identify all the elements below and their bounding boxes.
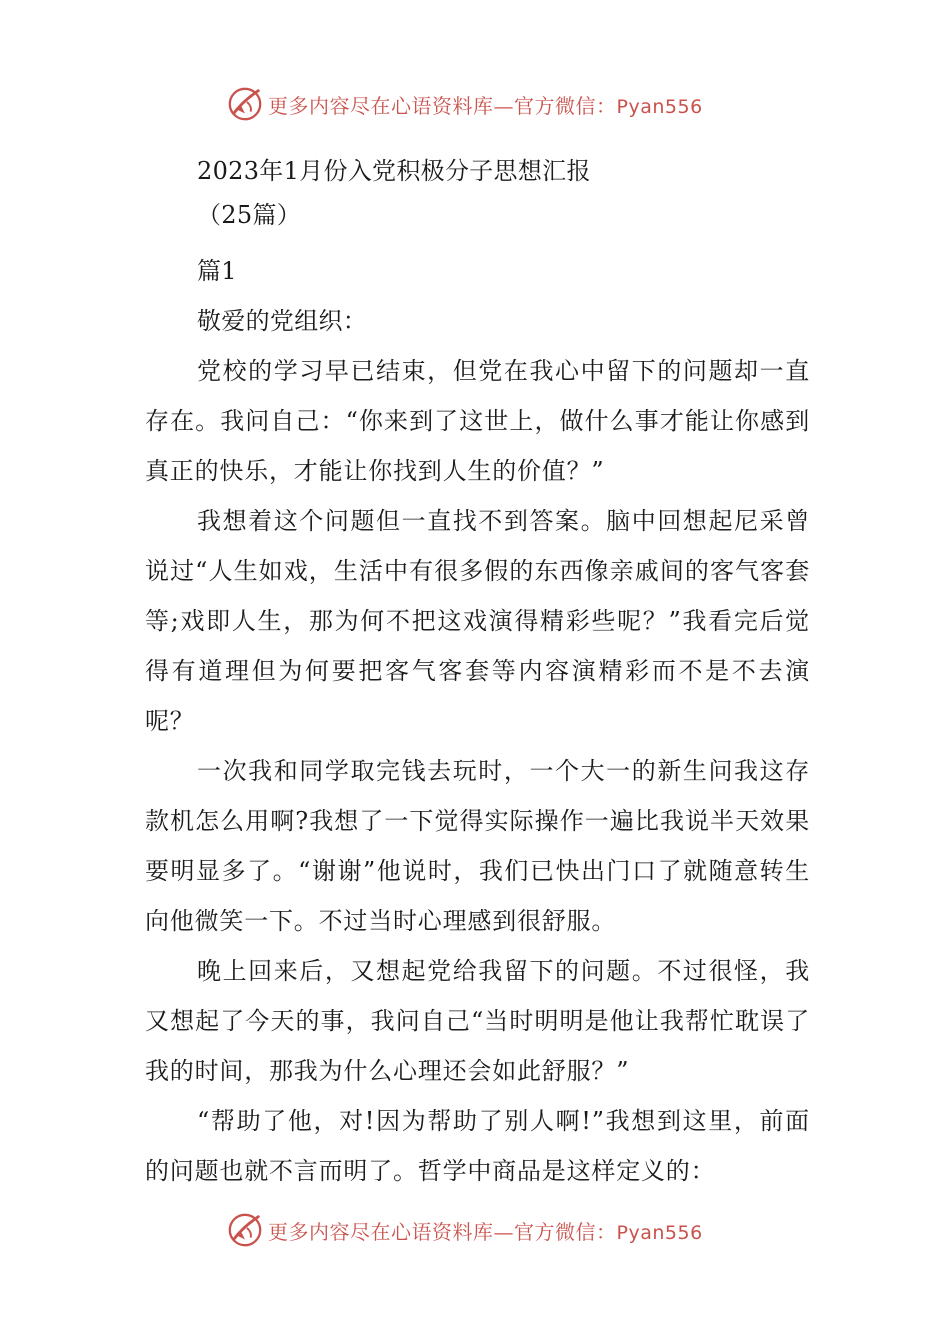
paragraph-2: 我想着这个问题但一直找不到答案。脑中回想起尼采曾说过“人生如戏，生活中有很多假的东西像亲戚间的客气客套等;戏即人生，那为何不把这戏演得精彩些呢？”我看完后觉得有道理但为何要把客气客套等内容演精彩而不是不去演呢？ <box>145 507 810 735</box>
paragraph-3: 一次我和同学取完钱去玩时，一个大一的新生问我这存款机怎么用啊?我想了一下觉得实际操作一遍比我说半天效果要明显多了。“谢谢”他说时，我们已快出门口了就随意转生向他微笑一下。不过当时心理感到很舒服。 <box>145 757 810 935</box>
pen-logo-icon <box>226 85 264 123</box>
header-watermark-banner <box>226 84 746 124</box>
watermark-text: 更多内容尽在心语资料库—官方微信：Pyan556 <box>268 1219 703 1244</box>
footer-watermark-banner <box>226 1210 746 1250</box>
document-body <box>145 146 810 1196</box>
watermark-text: 更多内容尽在心语资料库—官方微信：Pyan556 <box>268 93 703 118</box>
paragraph-1: 党校的学习早已结束，但党在我心中留下的问题却一直存在。我问自己：“你来到了这世上，做什么事才能让你感到真正的快乐，才能让你找到人生的价值？” <box>145 357 810 485</box>
salutation: 敬爱的党组织： <box>197 307 368 335</box>
document-subtitle: （25篇） <box>197 201 302 229</box>
section-heading: 篇1 <box>197 257 237 285</box>
pen-logo-icon <box>226 1211 264 1249</box>
document-title: 2023年1月份入党积极分子思想汇报 <box>197 157 591 185</box>
paragraph-5: “帮助了他，对!因为帮助了别人啊!”我想到这里，前面的问题也就不言而明了。哲学中商品是这样定义的： <box>145 1107 810 1185</box>
paragraph-4: 晚上回来后，又想起党给我留下的问题。不过很怪，我又想起了今天的事，我问自己“当时明明是他让我帮忙耽误了我的时间，那我为什么心理还会如此舒服？” <box>145 957 810 1085</box>
